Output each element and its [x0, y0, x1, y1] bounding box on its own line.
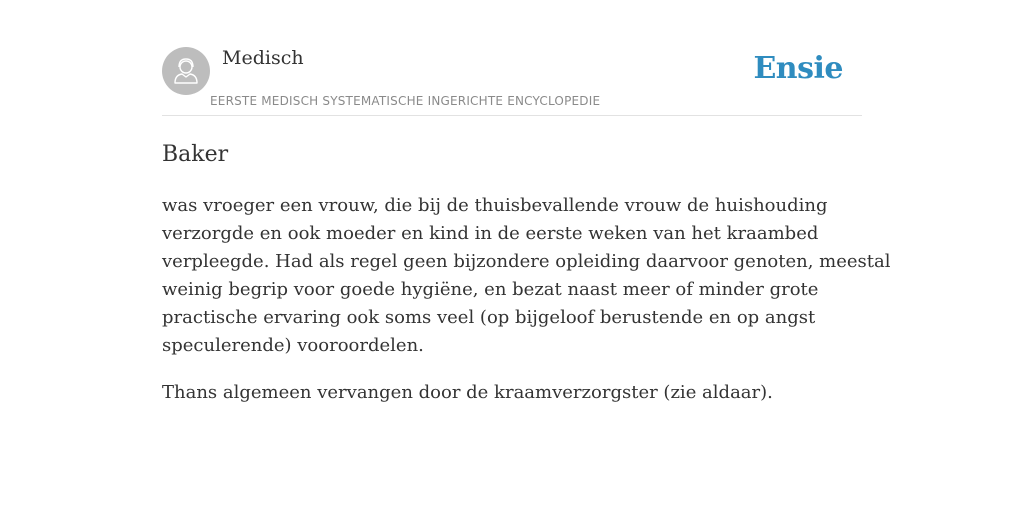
paragraph-line: speculerende) vooroordelen. — [162, 335, 424, 356]
author-subtitle: EERSTE MEDISCH SYSTEMATISCHE INGERICHTE ENCYCLOPEDIE — [210, 94, 601, 108]
user-avatar-icon — [162, 47, 210, 95]
brand-logo[interactable]: Ensie — [753, 51, 843, 86]
page — [162, 0, 891, 403]
paragraph-line: verpleegde. Had als regel geen bijzondere opleiding daarvoor genoten, meestal — [162, 251, 891, 272]
article-title: Baker — [162, 142, 229, 167]
header — [162, 0, 862, 116]
author-name[interactable]: Medisch — [222, 47, 304, 69]
avatar[interactable] — [162, 47, 210, 95]
paragraph-line: weinig begrip voor goede hygiëne, en bezat naast meer of minder grote — [162, 279, 819, 300]
paragraph-line: practische ervaring ook soms veel (op bijgeloof berustende en op angst — [162, 307, 816, 328]
paragraph-line: verzorgde en ook moeder en kind in de eerste weken van het kraambed — [162, 223, 819, 244]
article-body — [162, 192, 891, 407]
paragraph-2: Thans algemeen vervangen door de kraamverzorgster (zie aldaar). — [162, 382, 773, 403]
paragraph-line: was vroeger een vrouw, die bij de thuisbevallende vrouw de huishouding — [162, 195, 828, 216]
